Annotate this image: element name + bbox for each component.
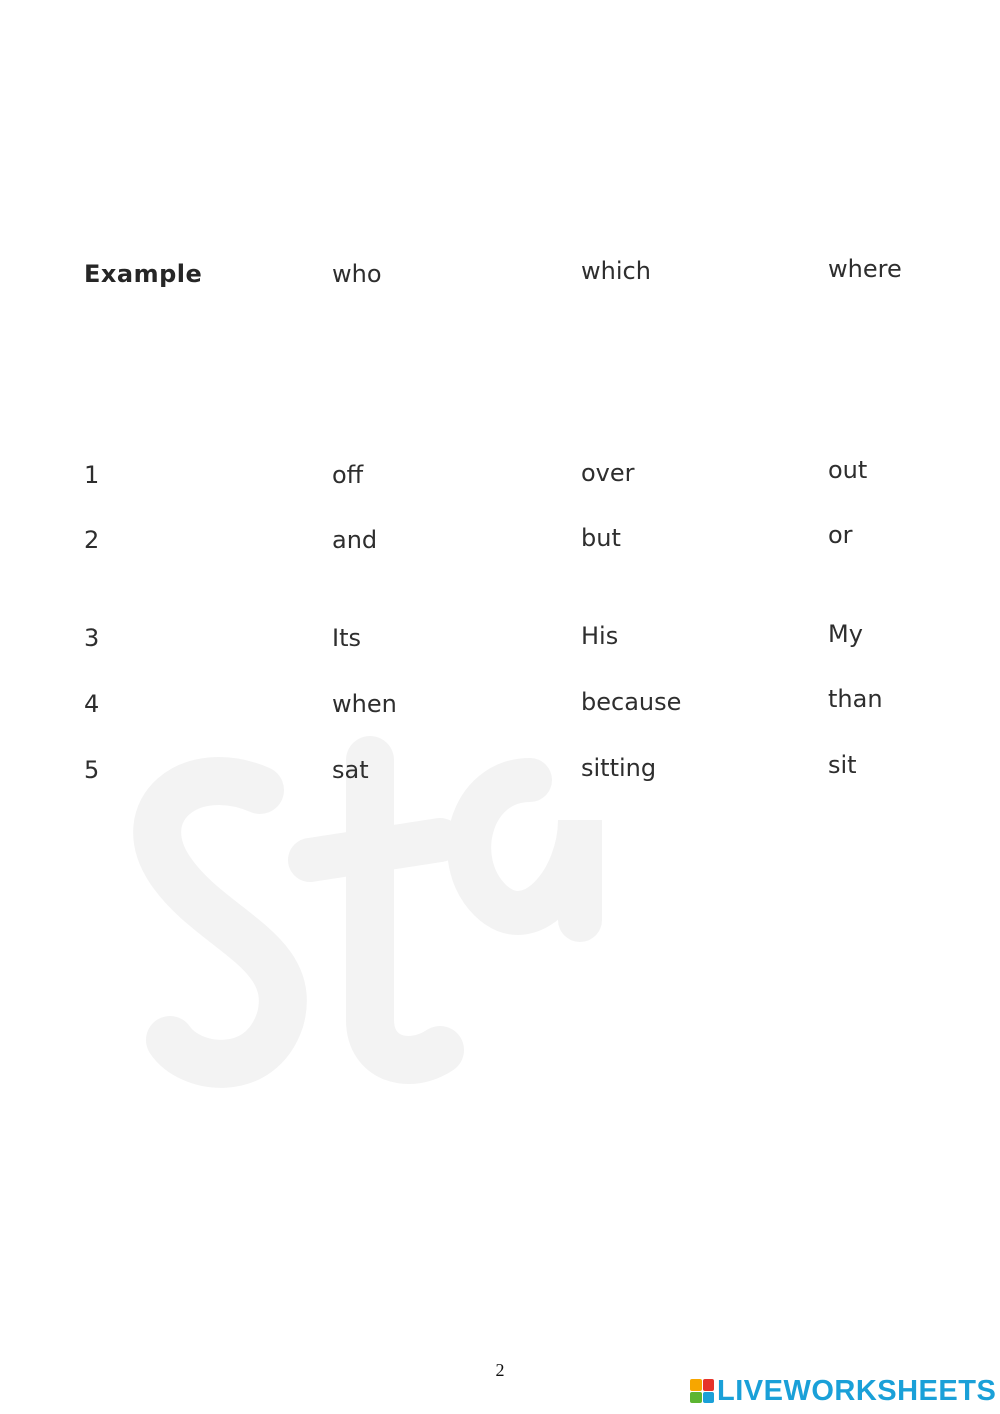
logo-text: LIVEWORKSHEETS [717,1375,997,1407]
option-3: sit [828,751,857,779]
option-3: or [828,521,853,549]
example-label: Example [84,260,203,288]
question-row-2 [0,520,1000,560]
page-number: 2 [495,1360,505,1380]
question-number: 5 [84,756,100,784]
option-1: Its [332,624,361,652]
question-row-1 [0,455,1000,495]
liveworksheets-logo-icon [690,1379,714,1403]
example-option-3: where [828,255,902,283]
option-1: when [332,690,397,718]
question-number: 4 [84,690,100,718]
option-1: sat [332,756,369,784]
option-3: out [828,456,868,484]
option-3: My [828,620,863,648]
option-1: off [332,461,364,489]
option-2: but [581,524,621,552]
question-number: 2 [84,526,100,554]
example-option-2: which [581,257,651,285]
option-2: His [581,622,619,650]
option-1: and [332,526,378,554]
liveworksheets-logo [690,1374,996,1408]
question-number: 1 [84,461,100,489]
question-row-3 [0,618,1000,658]
example-option-1: who [332,260,382,288]
question-row-5 [0,750,1000,790]
option-3: than [828,685,883,713]
option-2: over [581,459,635,487]
question-row-4 [0,684,1000,724]
option-2: sitting [581,754,657,782]
question-number: 3 [84,624,100,652]
example-row [0,254,1000,294]
option-2: because [581,688,682,716]
